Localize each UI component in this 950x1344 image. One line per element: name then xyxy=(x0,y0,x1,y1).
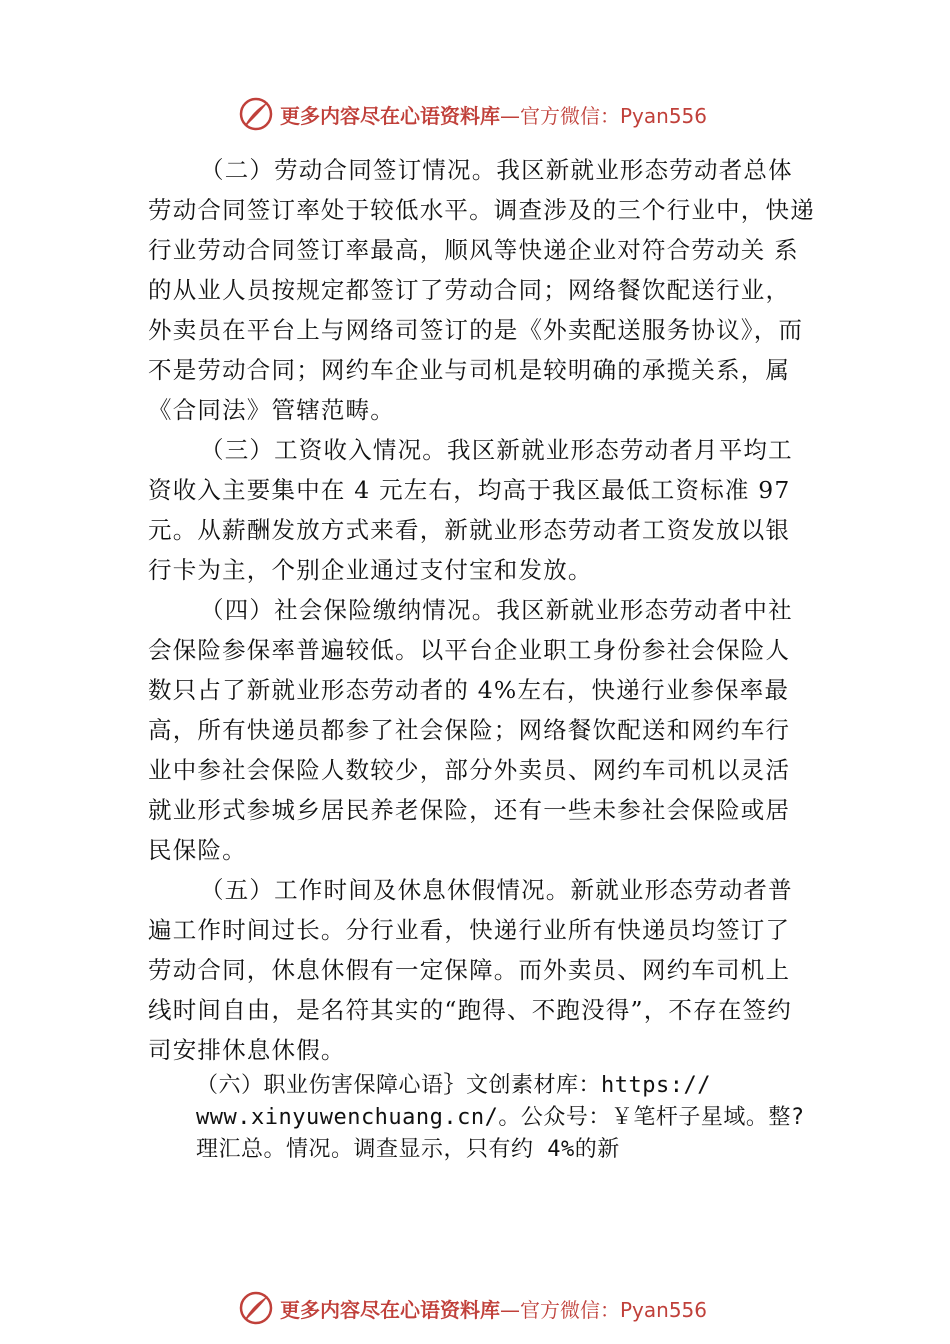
text-line: 的从业人员按规定都签订了劳动合同；网络餐饮配送行业， xyxy=(148,276,791,304)
paragraph-labor-contract xyxy=(148,150,838,430)
text-line: 劳动合同签订率处于较低水平。调查涉及的三个行业中，快递 xyxy=(148,196,815,224)
text-line: www.xinyuwenchuang.cn/。公众号：￥笔杆子星域。整? xyxy=(196,1105,805,1130)
text-line: 元。从薪酬发放方式来看，新就业形态劳动者工资发放以银 xyxy=(148,516,791,544)
watermark-text xyxy=(280,1294,707,1323)
watermark-bold: 更多内容尽在心语资料库 xyxy=(280,1298,500,1322)
text-line: （四）社会保险缴纳情况。我区新就业形态劳动者中社 xyxy=(200,596,793,624)
text-line: 业中参社会保险人数较少，部分外卖员、网约车司机以灵活 xyxy=(148,756,791,784)
text-line: 行业劳动合同签订率最高，顺风等快递企业对符合劳动关 系 xyxy=(148,236,799,264)
text-line: 遍工作时间过长。分行业看，快递行业所有快递员均签订了 xyxy=(148,916,791,944)
text-line: 会保险参保率普遍较低。以平台企业职工身份参社会保险人 xyxy=(148,636,791,664)
text-line: （三）工资收入情况。我区新就业形态劳动者月平均工 xyxy=(200,436,793,464)
watermark-contact: —官方微信：Pyan556 xyxy=(500,1298,708,1322)
text-line: （二）劳动合同签订情况。我区新就业形态劳动者总体 xyxy=(200,156,793,184)
text-line: 资收入主要集中在 4 元左右，均高于我区最低工资标准 97 xyxy=(148,476,791,504)
text-line: 就业形式参城乡居民养老保险，还有一些未参社会保险或居 xyxy=(148,796,791,824)
text-line: 《合同法》管辖范畴。 xyxy=(148,396,395,424)
text-line: 高，所有快递员都参了社会保险；网络餐饮配送和网约车行 xyxy=(148,716,791,744)
text-line: 线时间自由，是名符其实的“跑得、不跑没得”，不存在签约 xyxy=(148,996,792,1024)
text-line: 行卡为主，个别企业通过支付宝和发放。 xyxy=(148,556,593,584)
watermark-bold: 更多内容尽在心语资料库 xyxy=(280,104,500,128)
quill-logo-icon xyxy=(238,1290,274,1326)
watermark-contact: —官方微信：Pyan556 xyxy=(500,104,708,128)
quill-logo-icon xyxy=(238,96,274,132)
paragraph-working-hours xyxy=(148,870,838,1070)
text-line: 劳动合同，休息休假有一定保障。而外卖员、网约车司机上 xyxy=(148,956,791,984)
text-line: （五）工作时间及休息休假情况。新就业形态劳动者普 xyxy=(200,876,793,904)
text-line: 理汇总。情况。调查显示，只有约 4%的新 xyxy=(196,1137,620,1162)
paragraph-occupational-injury xyxy=(148,1070,838,1166)
watermark-text xyxy=(280,100,707,129)
text-line: 数只占了新就业形态劳动者的 4%左右，快递行业参保率最 xyxy=(148,676,790,704)
paragraph-social-insurance xyxy=(148,590,838,870)
paragraph-wage-income xyxy=(148,430,838,590)
text-line: 不是劳动合同；网约车企业与司机是较明确的承揽关系，属 xyxy=(148,356,791,384)
text-line: 司安排休息休假。 xyxy=(148,1036,346,1064)
footer-watermark xyxy=(0,1288,950,1328)
text-line: （六）职业伤害保障心语｝文创素材库：https:// xyxy=(196,1073,711,1098)
text-line: 外卖员在平台上与网络司签订的是《外卖配送服务协议》，而 xyxy=(148,316,804,344)
header-watermark xyxy=(0,94,950,134)
text-line: 民保险。 xyxy=(148,836,247,864)
document-body xyxy=(148,150,838,1166)
